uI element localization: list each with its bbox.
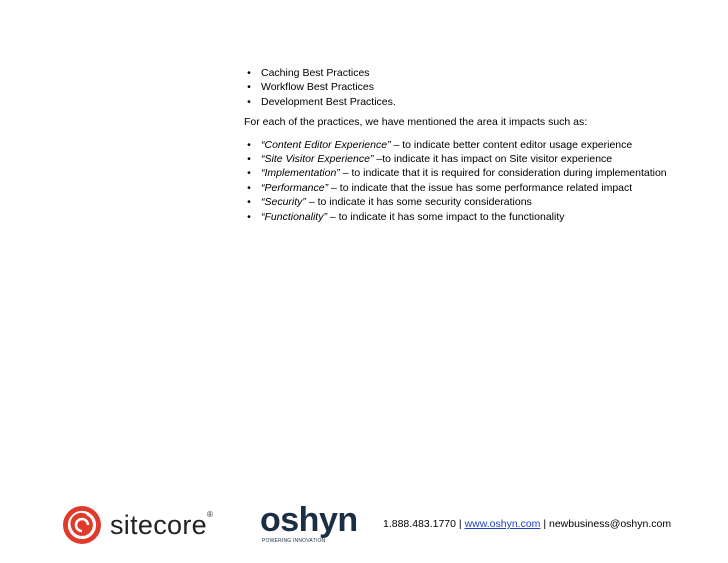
list-item bbox=[244, 195, 684, 209]
impact-term: “Content Editor Experience” bbox=[261, 138, 391, 151]
impact-term: “Site Visitor Experience” bbox=[261, 153, 374, 166]
list-item-text: Development Best Practices. bbox=[261, 95, 396, 108]
sitecore-logo bbox=[62, 503, 242, 547]
bullet-icon: • bbox=[247, 81, 251, 94]
list-item bbox=[244, 152, 684, 166]
list-item bbox=[244, 181, 684, 195]
bullet-icon: • bbox=[247, 196, 251, 209]
impact-areas-list bbox=[244, 138, 684, 224]
sitecore-swirl-icon bbox=[62, 505, 102, 545]
list-item bbox=[244, 80, 684, 94]
bullet-icon: • bbox=[247, 67, 251, 79]
list-item bbox=[244, 166, 684, 180]
impact-term: “Implementation” bbox=[261, 167, 340, 180]
list-item bbox=[244, 138, 684, 152]
footer-logos bbox=[62, 503, 362, 547]
oshyn-wordmark: oshyn bbox=[260, 501, 358, 539]
phone-number: 1.888.483.1770 bbox=[383, 518, 456, 530]
contact-line bbox=[383, 518, 671, 530]
bullet-icon: • bbox=[247, 138, 251, 151]
email-address: newbusiness@oshyn.com bbox=[548, 518, 672, 530]
bullet-icon: • bbox=[247, 167, 251, 180]
page-body bbox=[244, 66, 684, 224]
list-item bbox=[244, 66, 684, 80]
impact-description: – to indicate that the issue has some performance related impact bbox=[328, 181, 633, 194]
impact-description: – to indicate better content editor usage experience bbox=[390, 138, 633, 151]
oshyn-tagline: POWERING INNOVATION bbox=[262, 538, 326, 544]
bullet-icon: • bbox=[247, 210, 251, 223]
bullet-icon: • bbox=[247, 153, 251, 166]
impact-term: “Functionality” bbox=[261, 210, 327, 223]
separator: | bbox=[456, 518, 465, 530]
impact-description: – to indicate it has some impact to the functionality bbox=[326, 210, 565, 223]
list-item-text: Workflow Best Practices bbox=[261, 81, 375, 94]
intro-paragraph: For each of the practices, we have mentioned the area it impacts such as: bbox=[244, 116, 588, 129]
bullet-icon: • bbox=[247, 95, 251, 108]
bullet-icon: • bbox=[247, 181, 251, 194]
impact-term: “Security” bbox=[261, 196, 306, 209]
practices-list bbox=[244, 66, 684, 109]
impact-description: – to indicate that it is required for consideration during implementation bbox=[339, 167, 667, 180]
impact-description: – to indicate it has some security considerations bbox=[305, 196, 532, 209]
oshyn-logo bbox=[260, 503, 360, 547]
website-link[interactable]: www.oshyn.com bbox=[464, 518, 541, 530]
list-item bbox=[244, 95, 684, 109]
list-item bbox=[244, 210, 684, 224]
list-item-text: Caching Best Practices bbox=[261, 67, 370, 79]
impact-description: –to indicate it has impact on Site visitor experience bbox=[373, 153, 613, 166]
impact-term: “Performance” bbox=[261, 181, 329, 194]
sitecore-wordmark: sitecore® bbox=[110, 509, 214, 540]
separator: | bbox=[540, 518, 549, 530]
